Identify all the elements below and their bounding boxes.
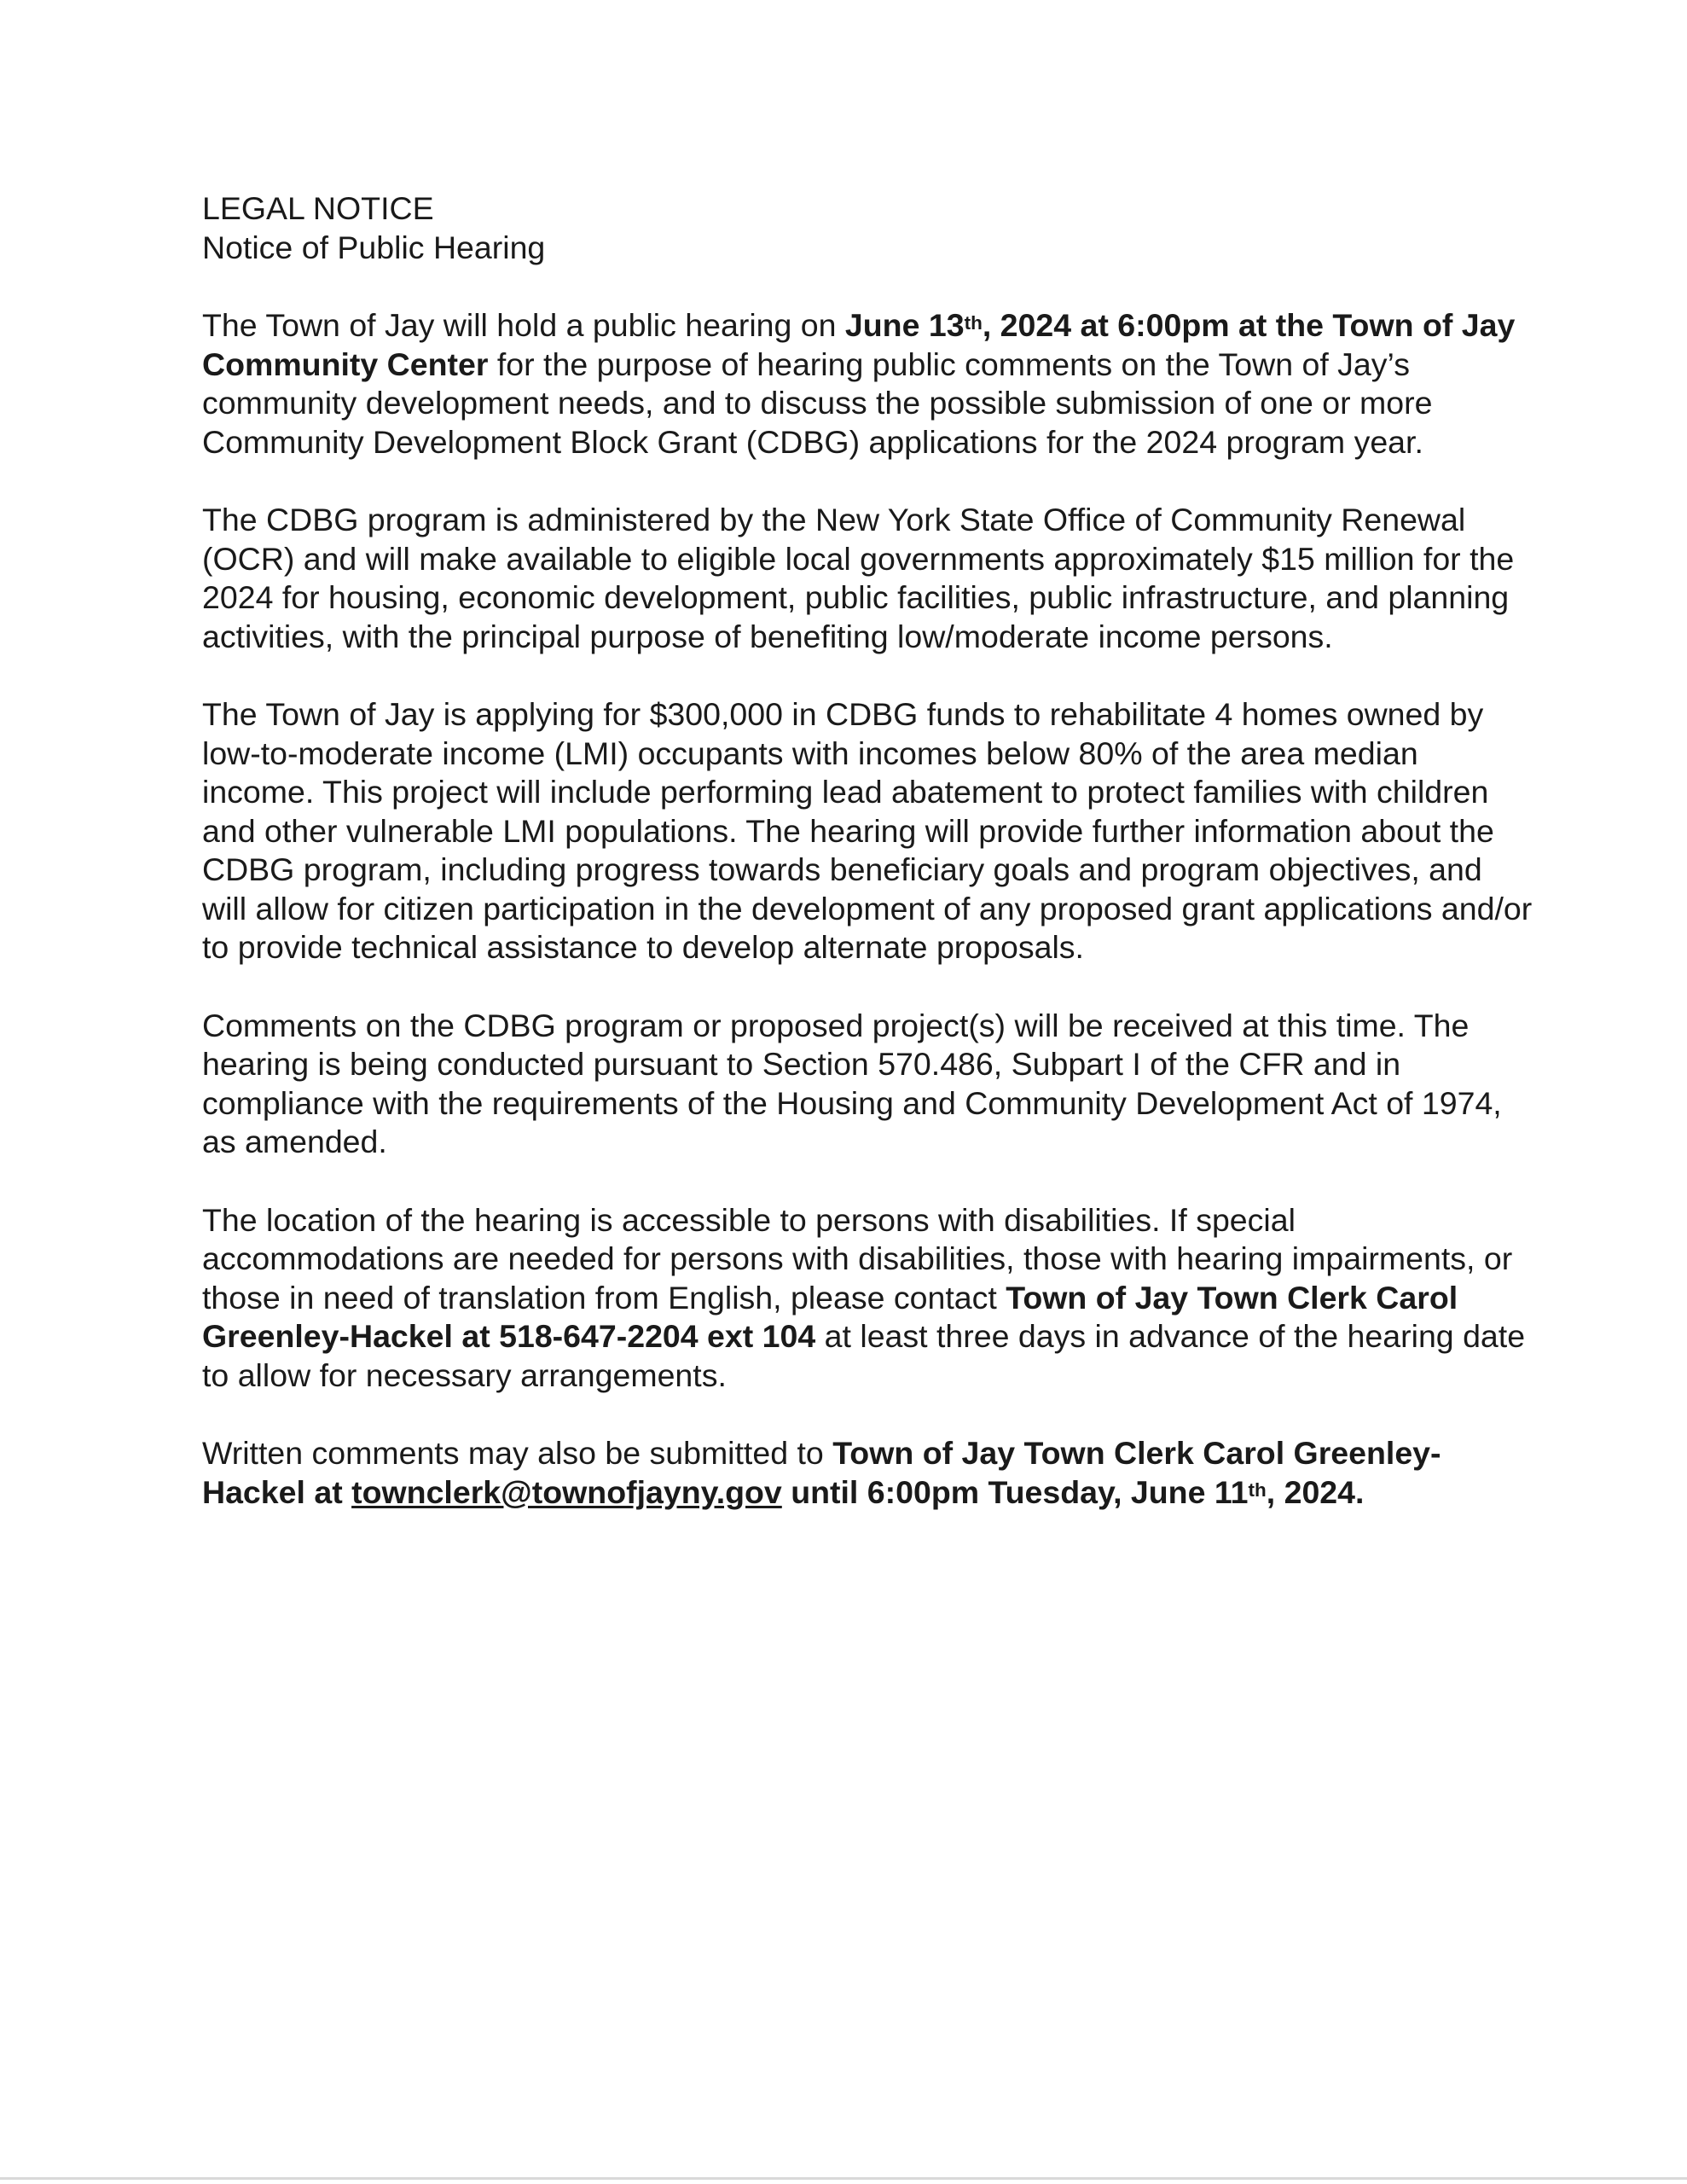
p6-text-a: Written comments may also be submitted to [202,1435,833,1471]
written-comments-paragraph [202,1434,1533,1512]
hearing-date: June 13 [844,307,965,343]
hearing-announcement-paragraph [202,306,1533,462]
legal-notice-document [202,189,1533,1551]
cdbg-program-paragraph: The CDBG program is administered by the New York State Office of Community Renewal (OCR) and will make available to eligible local governments approximately $15 million for the 2024 for housing, economic development, public facilities, public infrastructure, and planning activities, with the principal purpose of benefiting low/moderate income persons. [202,502,1515,654]
scan-edge-line [0,2177,1687,2180]
notice-heading [202,189,1533,267]
clerk-contact: Town of Jay Town Clerk Carol Greenley-Hackel at 518-647-2204 ext 104 [202,1279,1458,1354]
clerk-name: Town of Jay Town Clerk Carol Greenley-Hackel at [202,1435,1441,1510]
notice-title: LEGAL NOTICE [202,190,434,226]
hearing-time-place: , 2024 at 6:00pm at the Town of Jay Community Center [202,307,1516,382]
p5-text-c: at least three days in advance of the hearing date to allow for necessary arrangements. [202,1318,1526,1393]
clerk-email-link[interactable]: townclerk@townofjayny.gov [351,1473,782,1510]
notice-subtitle: Notice of Public Hearing [202,229,546,265]
deadline-suffix: th [1248,1478,1267,1501]
accessibility-paragraph [202,1201,1533,1396]
project-description-paragraph: The Town of Jay is applying for $300,000 in CDBG funds to rehabilitate 4 homes owned by low-to-moderate income (LMI) occupants with incomes below 80% of the area median income. This project will include performing lead abatement to protect families with children and other vulnerable LMI populations. The hearing will provide further information about the CDBG program, including progress towards beneficiary goals and program objectives, and will allow for citizen participation in the development of any proposed grant applications and/or to provide technical assistance to develop alternate proposals. [202,696,1533,965]
comments-paragraph: Comments on the CDBG program or proposed project(s) will be received at this time. The hearing is being conducted pursuant to Section 570.486, Subpart I of the CFR and in compliance with the requirements of the Housing and Community Development Act of 1974, as amended. [202,1007,1502,1159]
hearing-date-suffix: th [964,312,983,334]
p1-text-a: The Town of Jay will hold a public hearing on [202,307,845,343]
deadline-year: , 2024. [1266,1473,1365,1510]
deadline: until 6:00pm Tuesday, June 11 [781,1473,1249,1510]
p1-text-c: for the purpose of hearing public comments on the Town of Jay’s community development needs, and to discuss the possible submission of one or more Community Development Block Grant (CDBG) applications for the 2024 program year. [202,346,1433,460]
p5-text-a: The location of the hearing is accessible to persons with disabilities. If special accommodations are needed for persons with disabilities, those with hearing impairments, or those in need of translation from English, please contact [202,1201,1513,1316]
